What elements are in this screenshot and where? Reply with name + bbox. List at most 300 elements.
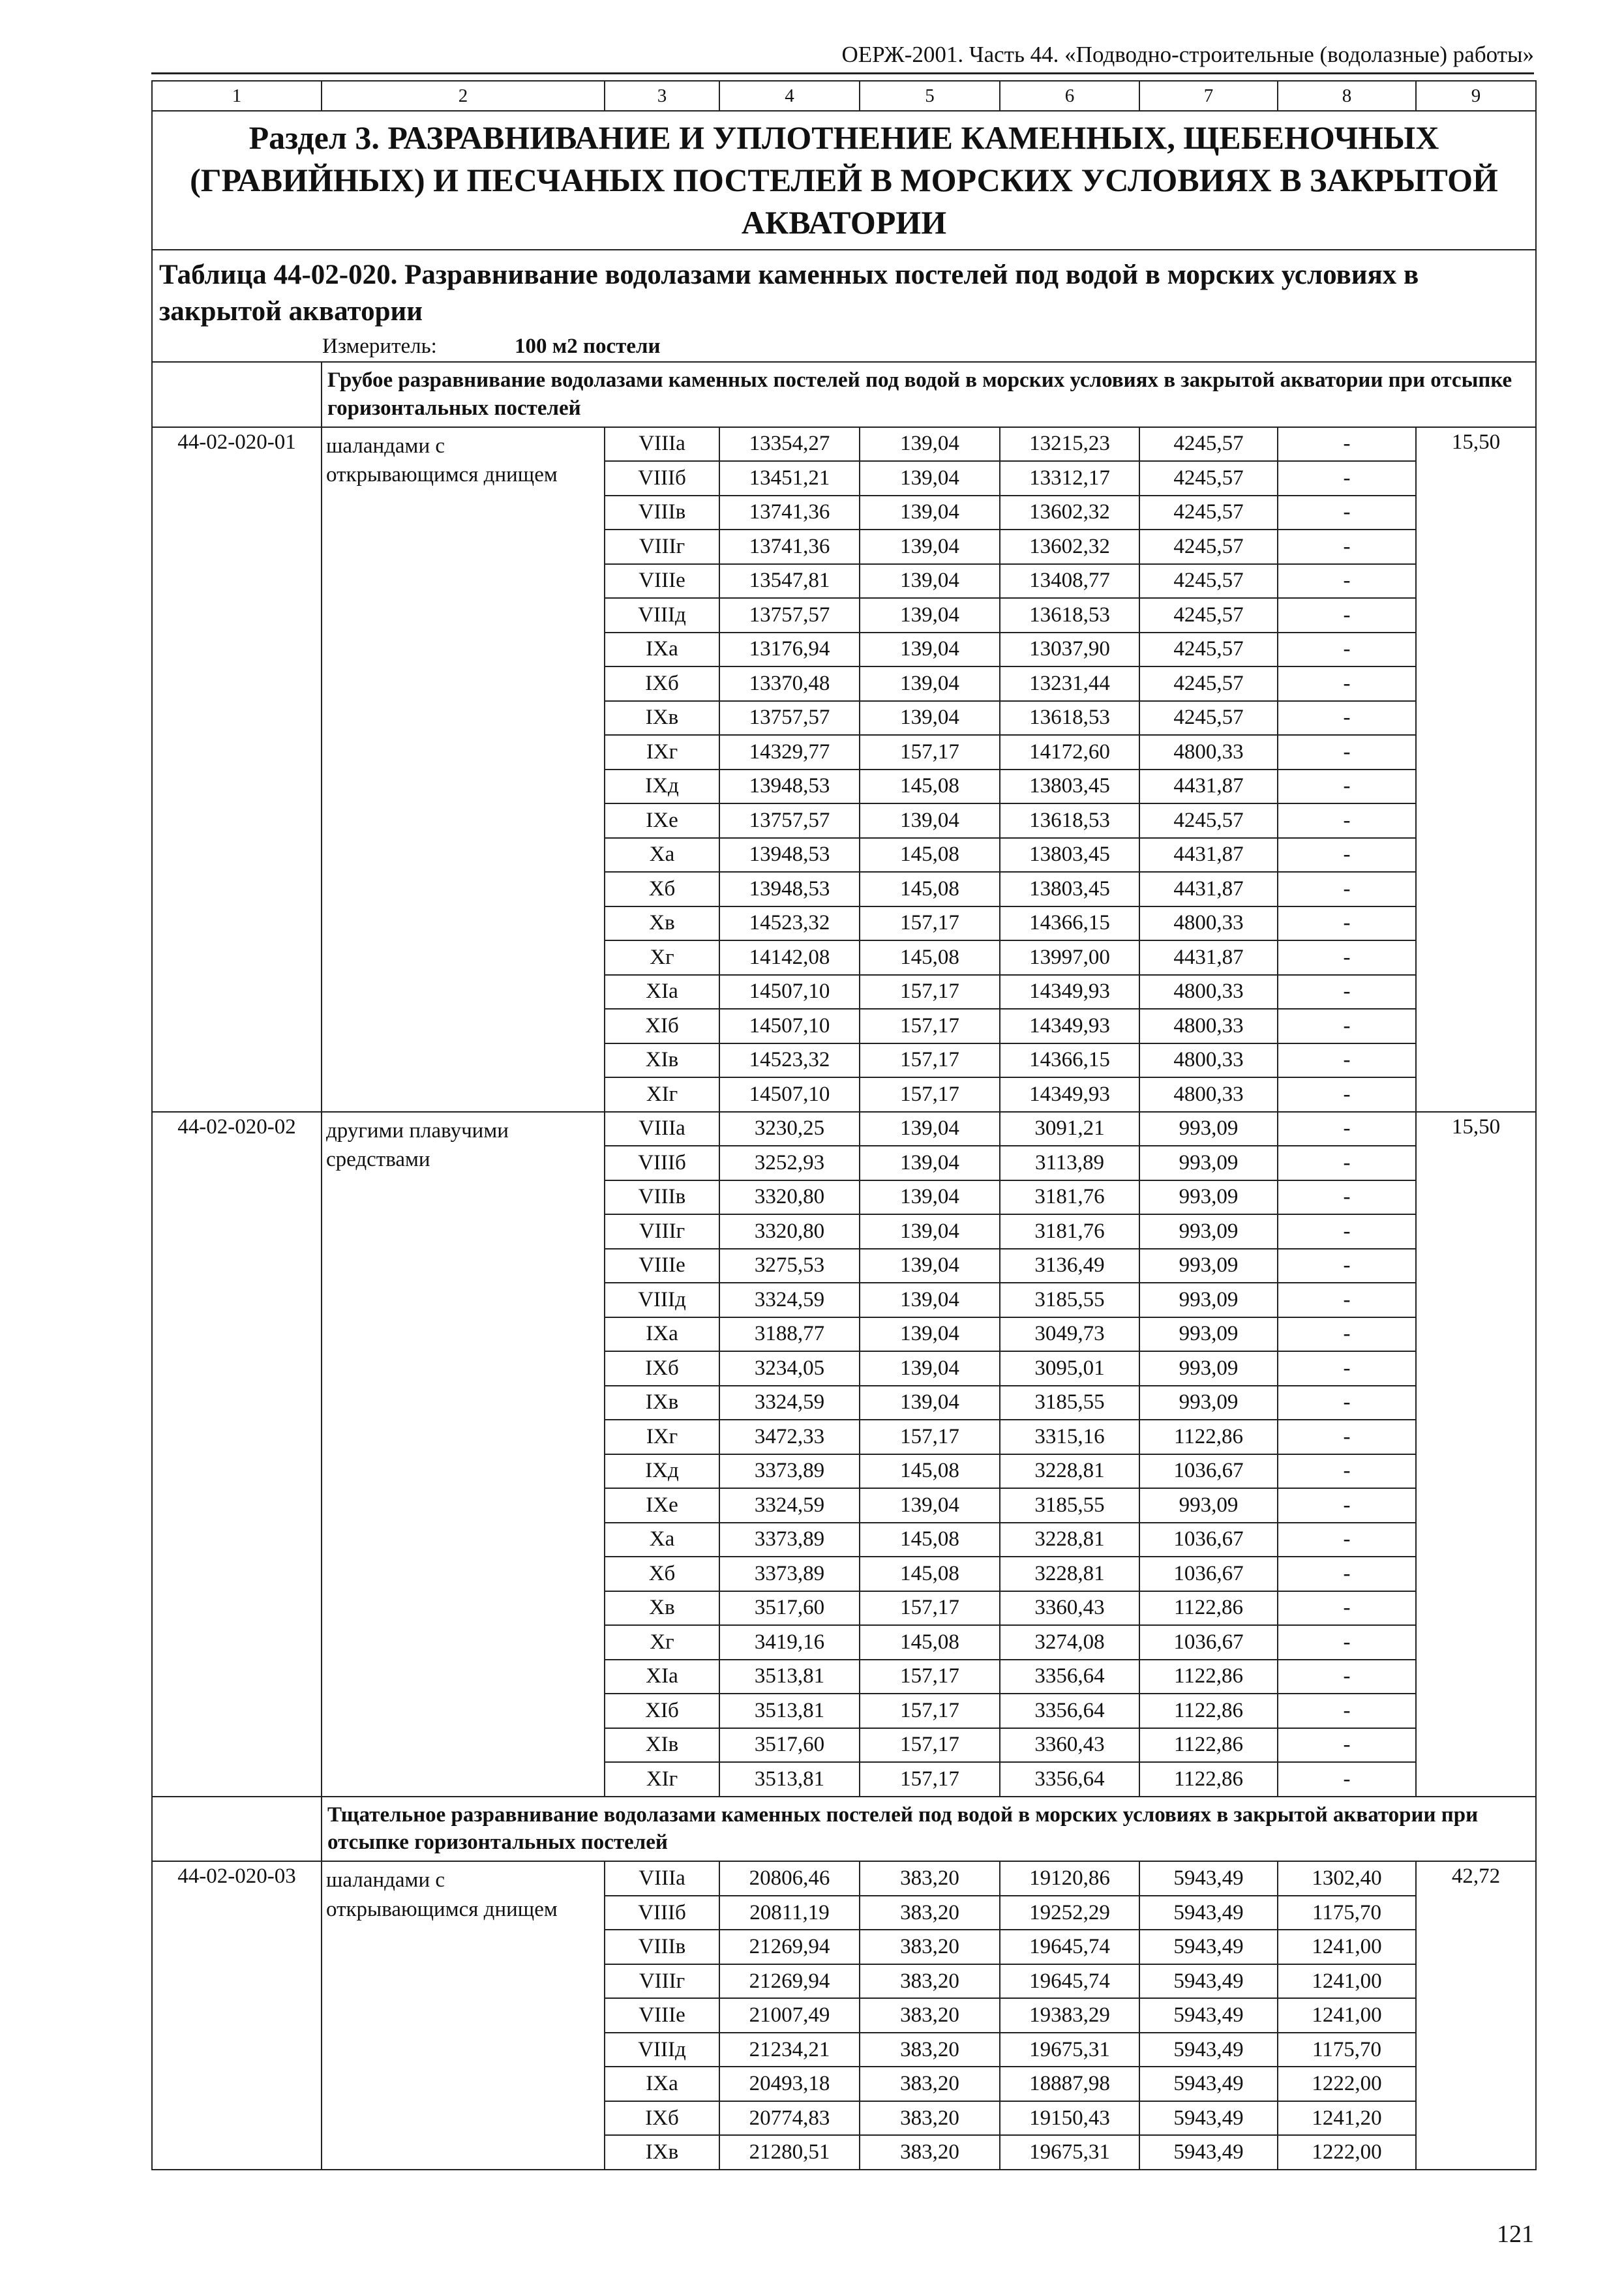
machinist-wages-cell: 1122,86 <box>1139 1660 1278 1694</box>
machines-cell: 13602,32 <box>1000 496 1139 530</box>
total-cost-cell: 3275,53 <box>719 1249 860 1283</box>
column-number: 4 <box>719 81 860 111</box>
machines-cell: 3095,01 <box>1000 1351 1139 1386</box>
total-cost-cell: 13757,57 <box>719 701 860 736</box>
machines-cell: 13215,23 <box>1000 427 1139 462</box>
machinist-wages-cell: 4245,57 <box>1139 564 1278 599</box>
column-number: 5 <box>860 81 1000 111</box>
materials-cell: - <box>1278 1180 1416 1215</box>
materials-cell: - <box>1278 803 1416 838</box>
machines-cell: 19675,31 <box>1000 2033 1139 2067</box>
machines-cell: 3360,43 <box>1000 1591 1139 1626</box>
machinist-wages-cell: 993,09 <box>1139 1386 1278 1420</box>
machines-cell: 3228,81 <box>1000 1557 1139 1591</box>
wages-cell: 145,08 <box>860 872 1000 906</box>
machines-cell: 14366,15 <box>1000 906 1139 941</box>
machines-cell: 13602,32 <box>1000 530 1139 564</box>
materials-cell: - <box>1278 1112 1416 1146</box>
category-cell: VIIIд <box>605 1283 719 1317</box>
materials-cell: - <box>1278 1283 1416 1317</box>
wages-cell: 145,08 <box>860 1557 1000 1591</box>
subtitle-row <box>152 1797 1536 1862</box>
machinist-wages-cell: 4245,57 <box>1139 496 1278 530</box>
machinist-wages-cell: 993,09 <box>1139 1488 1278 1523</box>
machines-cell: 13312,17 <box>1000 461 1139 496</box>
wages-cell: 139,04 <box>860 1283 1000 1317</box>
wages-cell: 157,17 <box>860 1694 1000 1728</box>
rates-table <box>151 80 1537 2170</box>
category-cell: XIб <box>605 1009 719 1043</box>
machinist-wages-cell: 4245,57 <box>1139 598 1278 633</box>
materials-cell: - <box>1278 735 1416 770</box>
machinist-wages-cell: 993,09 <box>1139 1249 1278 1283</box>
wages-cell: 139,04 <box>860 461 1000 496</box>
category-cell: IXв <box>605 2135 719 2170</box>
machinist-wages-cell: 4245,57 <box>1139 803 1278 838</box>
wages-cell: 139,04 <box>860 1317 1000 1352</box>
wages-cell: 157,17 <box>860 1660 1000 1694</box>
materials-cell: - <box>1278 1009 1416 1043</box>
materials-cell: 1222,00 <box>1278 2135 1416 2170</box>
column-number-row <box>152 81 1536 111</box>
subtitle-row <box>152 362 1536 427</box>
machines-cell: 13618,53 <box>1000 701 1139 736</box>
total-cost-cell: 13370,48 <box>719 666 860 701</box>
wages-cell: 157,17 <box>860 1009 1000 1043</box>
machinist-wages-cell: 5943,49 <box>1139 1896 1278 1930</box>
machines-cell: 18887,98 <box>1000 2067 1139 2101</box>
total-cost-cell: 3373,89 <box>719 1557 860 1591</box>
total-cost-cell: 14507,10 <box>719 1009 860 1043</box>
wages-cell: 383,20 <box>860 2101 1000 2136</box>
subtitle-spacer-cell <box>152 362 322 427</box>
materials-cell: - <box>1278 1420 1416 1454</box>
category-cell: XIа <box>605 1660 719 1694</box>
category-cell: IXд <box>605 770 719 804</box>
category-cell: VIIIв <box>605 1180 719 1215</box>
category-cell: Xв <box>605 906 719 941</box>
materials-cell: - <box>1278 872 1416 906</box>
category-cell: Xа <box>605 1523 719 1557</box>
materials-cell: - <box>1278 1214 1416 1249</box>
wages-cell: 139,04 <box>860 803 1000 838</box>
total-cost-cell: 20774,83 <box>719 2101 860 2136</box>
total-cost-cell: 20811,19 <box>719 1896 860 1930</box>
rate-code: 44-02-020-03 <box>152 1861 322 2170</box>
machinist-wages-cell: 993,09 <box>1139 1283 1278 1317</box>
category-cell: VIIIд <box>605 2033 719 2067</box>
category-cell: VIIIа <box>605 1112 719 1146</box>
wages-cell: 145,08 <box>860 838 1000 873</box>
labor-cost-cell: 15,50 <box>1416 1112 1536 1797</box>
wages-cell: 139,04 <box>860 1386 1000 1420</box>
materials-cell: - <box>1278 1077 1416 1112</box>
materials-cell: 1175,70 <box>1278 1896 1416 1930</box>
total-cost-cell: 21007,49 <box>719 1998 860 2033</box>
machinist-wages-cell: 1036,67 <box>1139 1454 1278 1489</box>
category-cell: IXа <box>605 2067 719 2101</box>
category-cell: Xб <box>605 872 719 906</box>
materials-cell: - <box>1278 1660 1416 1694</box>
total-cost-cell: 14329,77 <box>719 735 860 770</box>
category-cell: VIIIе <box>605 1249 719 1283</box>
materials-cell: - <box>1278 1625 1416 1660</box>
materials-cell: - <box>1278 1043 1416 1078</box>
category-cell: XIа <box>605 975 719 1010</box>
total-cost-cell: 14507,10 <box>719 1077 860 1112</box>
category-cell: VIIIа <box>605 427 719 462</box>
category-cell: IXд <box>605 1454 719 1489</box>
total-cost-cell: 3513,81 <box>719 1660 860 1694</box>
category-cell: Xб <box>605 1557 719 1591</box>
machinist-wages-cell: 993,09 <box>1139 1214 1278 1249</box>
column-number: 7 <box>1139 81 1278 111</box>
machinist-wages-cell: 5943,49 <box>1139 2135 1278 2170</box>
labor-cost-cell: 42,72 <box>1416 1861 1536 2170</box>
total-cost-cell: 14523,32 <box>719 906 860 941</box>
category-cell: IXг <box>605 1420 719 1454</box>
category-cell: VIIIе <box>605 564 719 599</box>
table-row <box>152 1112 1536 1146</box>
total-cost-cell: 3419,16 <box>719 1625 860 1660</box>
total-cost-cell: 14142,08 <box>719 940 860 975</box>
category-cell: VIIIб <box>605 461 719 496</box>
wages-cell: 139,04 <box>860 427 1000 462</box>
materials-cell: - <box>1278 838 1416 873</box>
category-cell: IXг <box>605 735 719 770</box>
machines-cell: 14366,15 <box>1000 1043 1139 1078</box>
machines-cell: 3113,89 <box>1000 1146 1139 1180</box>
total-cost-cell: 13948,53 <box>719 838 860 873</box>
materials-cell: 1241,00 <box>1278 1964 1416 1999</box>
machines-cell: 13803,45 <box>1000 872 1139 906</box>
work-name: другими плавучими средствами <box>322 1112 605 1797</box>
machinist-wages-cell: 1122,86 <box>1139 1591 1278 1626</box>
machines-cell: 3185,55 <box>1000 1488 1139 1523</box>
total-cost-cell: 3517,60 <box>719 1728 860 1763</box>
total-cost-cell: 3373,89 <box>719 1454 860 1489</box>
total-cost-cell: 3472,33 <box>719 1420 860 1454</box>
machinist-wages-cell: 5943,49 <box>1139 2101 1278 2136</box>
measure-label: Измеритель: <box>322 335 437 359</box>
machines-cell: 14172,60 <box>1000 735 1139 770</box>
materials-cell: - <box>1278 1249 1416 1283</box>
machinist-wages-cell: 1122,86 <box>1139 1420 1278 1454</box>
category-cell: IXе <box>605 1488 719 1523</box>
materials-cell: - <box>1278 1454 1416 1489</box>
machines-cell: 3360,43 <box>1000 1728 1139 1763</box>
machines-cell: 13231,44 <box>1000 666 1139 701</box>
wages-cell: 145,08 <box>860 1454 1000 1489</box>
wages-cell: 139,04 <box>860 1351 1000 1386</box>
category-cell: XIв <box>605 1728 719 1763</box>
machinist-wages-cell: 993,09 <box>1139 1317 1278 1352</box>
wages-cell: 139,04 <box>860 666 1000 701</box>
column-number: 6 <box>1000 81 1139 111</box>
category-cell: VIIIб <box>605 1146 719 1180</box>
machinist-wages-cell: 5943,49 <box>1139 1930 1278 1964</box>
wages-cell: 157,17 <box>860 1043 1000 1078</box>
materials-cell: - <box>1278 975 1416 1010</box>
wages-cell: 139,04 <box>860 1112 1000 1146</box>
wages-cell: 383,20 <box>860 1998 1000 2033</box>
category-cell: IXб <box>605 666 719 701</box>
total-cost-cell: 21234,21 <box>719 2033 860 2067</box>
machines-cell: 19252,29 <box>1000 1896 1139 1930</box>
column-number: 8 <box>1278 81 1416 111</box>
total-cost-cell: 13757,57 <box>719 598 860 633</box>
materials-cell: - <box>1278 1557 1416 1591</box>
materials-cell: - <box>1278 564 1416 599</box>
materials-cell: - <box>1278 598 1416 633</box>
wages-cell: 383,20 <box>860 2135 1000 2170</box>
table-row <box>152 1861 1536 1896</box>
materials-cell: - <box>1278 940 1416 975</box>
wages-cell: 157,17 <box>860 1591 1000 1626</box>
total-cost-cell: 13741,36 <box>719 496 860 530</box>
wages-cell: 139,04 <box>860 1180 1000 1215</box>
machinist-wages-cell: 4431,87 <box>1139 872 1278 906</box>
materials-cell: 1241,00 <box>1278 1930 1416 1964</box>
wages-cell: 139,04 <box>860 1488 1000 1523</box>
materials-cell: - <box>1278 427 1416 462</box>
machines-cell: 13037,90 <box>1000 633 1139 667</box>
machinist-wages-cell: 993,09 <box>1139 1146 1278 1180</box>
machines-cell: 19120,86 <box>1000 1861 1139 1896</box>
materials-cell: 1302,40 <box>1278 1861 1416 1896</box>
category-cell: Xа <box>605 838 719 873</box>
total-cost-cell: 3513,81 <box>719 1694 860 1728</box>
category-cell: IXв <box>605 701 719 736</box>
category-cell: VIIIв <box>605 1930 719 1964</box>
wages-cell: 157,17 <box>860 1077 1000 1112</box>
section-title: Раздел 3. РАЗРАВНИВАНИЕ И УПЛОТНЕНИЕ КАМЕННЫХ, ЩЕБЕНОЧНЫХ (ГРАВИЙНЫХ) И ПЕСЧАНЫХ ПОСТЕЛЕЙ В МОРСКИХ УСЛОВИЯХ В ЗАКРЫТОЙ АКВАТОРИИ <box>152 111 1536 250</box>
machines-cell: 14349,93 <box>1000 1009 1139 1043</box>
wages-cell: 139,04 <box>860 496 1000 530</box>
total-cost-cell: 3234,05 <box>719 1351 860 1386</box>
page-number: 121 <box>1497 2221 1534 2248</box>
table-title: Таблица 44-02-020. Разравнивание водолазами каменных постелей под водой в морских условиях в закрытой акватории <box>152 250 1536 333</box>
machinist-wages-cell: 1122,86 <box>1139 1762 1278 1797</box>
total-cost-cell: 3320,80 <box>719 1214 860 1249</box>
machines-cell: 3049,73 <box>1000 1317 1139 1352</box>
machinist-wages-cell: 4245,57 <box>1139 633 1278 667</box>
total-cost-cell: 13948,53 <box>719 872 860 906</box>
machines-cell: 19675,31 <box>1000 2135 1139 2170</box>
materials-cell: - <box>1278 1762 1416 1797</box>
header-divider <box>151 72 1534 74</box>
category-cell: VIIIе <box>605 1998 719 2033</box>
wages-cell: 383,20 <box>860 1930 1000 1964</box>
machinist-wages-cell: 4431,87 <box>1139 770 1278 804</box>
wages-cell: 139,04 <box>860 1214 1000 1249</box>
materials-cell: 1175,70 <box>1278 2033 1416 2067</box>
machinist-wages-cell: 1122,86 <box>1139 1694 1278 1728</box>
category-cell: IXб <box>605 2101 719 2136</box>
total-cost-cell: 3188,77 <box>719 1317 860 1352</box>
machines-cell: 3185,55 <box>1000 1386 1139 1420</box>
category-cell: IXа <box>605 633 719 667</box>
machinist-wages-cell: 4431,87 <box>1139 940 1278 975</box>
machinist-wages-cell: 1036,67 <box>1139 1557 1278 1591</box>
machines-cell: 3274,08 <box>1000 1625 1139 1660</box>
machinist-wages-cell: 4431,87 <box>1139 838 1278 873</box>
materials-cell: - <box>1278 1488 1416 1523</box>
machines-cell: 19383,29 <box>1000 1998 1139 2033</box>
wages-cell: 139,04 <box>860 598 1000 633</box>
materials-cell: - <box>1278 770 1416 804</box>
machines-cell: 13618,53 <box>1000 598 1139 633</box>
subsection-title: Грубое разравнивание водолазами каменных постелей под водой в морских условиях в закрытой акватории при отсыпке горизонтальных постелей <box>322 362 1536 427</box>
materials-cell: - <box>1278 1728 1416 1763</box>
machines-cell: 13997,00 <box>1000 940 1139 975</box>
machinist-wages-cell: 1036,67 <box>1139 1625 1278 1660</box>
column-number: 9 <box>1416 81 1536 111</box>
category-cell: Xв <box>605 1591 719 1626</box>
wages-cell: 157,17 <box>860 1420 1000 1454</box>
rate-code: 44-02-020-02 <box>152 1112 322 1797</box>
category-cell: VIIIг <box>605 530 719 564</box>
materials-cell: - <box>1278 496 1416 530</box>
machines-cell: 3315,16 <box>1000 1420 1139 1454</box>
total-cost-cell: 21280,51 <box>719 2135 860 2170</box>
total-cost-cell: 3320,80 <box>719 1180 860 1215</box>
wages-cell: 157,17 <box>860 735 1000 770</box>
machinist-wages-cell: 4245,57 <box>1139 666 1278 701</box>
machines-cell: 13803,45 <box>1000 770 1139 804</box>
wages-cell: 383,20 <box>860 2033 1000 2067</box>
category-cell: IXв <box>605 1386 719 1420</box>
machinist-wages-cell: 4800,33 <box>1139 1043 1278 1078</box>
total-cost-cell: 13741,36 <box>719 530 860 564</box>
total-cost-cell: 3324,59 <box>719 1283 860 1317</box>
total-cost-cell: 14507,10 <box>719 975 860 1010</box>
machinist-wages-cell: 5943,49 <box>1139 2033 1278 2067</box>
machinist-wages-cell: 4800,33 <box>1139 735 1278 770</box>
machines-cell: 3181,76 <box>1000 1180 1139 1215</box>
machinist-wages-cell: 1036,67 <box>1139 1523 1278 1557</box>
machines-cell: 14349,93 <box>1000 975 1139 1010</box>
wages-cell: 145,08 <box>860 940 1000 975</box>
category-cell: VIIIа <box>605 1861 719 1896</box>
total-cost-cell: 3517,60 <box>719 1591 860 1626</box>
machines-cell: 3136,49 <box>1000 1249 1139 1283</box>
wages-cell: 157,17 <box>860 906 1000 941</box>
category-cell: VIIIд <box>605 598 719 633</box>
materials-cell: 1241,00 <box>1278 1998 1416 2033</box>
machinist-wages-cell: 1122,86 <box>1139 1728 1278 1763</box>
category-cell: IXб <box>605 1351 719 1386</box>
wages-cell: 157,17 <box>860 1762 1000 1797</box>
rate-code: 44-02-020-01 <box>152 427 322 1112</box>
table-title-row <box>152 250 1536 333</box>
materials-cell: - <box>1278 633 1416 667</box>
column-number: 3 <box>605 81 719 111</box>
wages-cell: 383,20 <box>860 1861 1000 1896</box>
materials-cell: - <box>1278 1591 1416 1626</box>
machinist-wages-cell: 4245,57 <box>1139 427 1278 462</box>
machines-cell: 3228,81 <box>1000 1454 1139 1489</box>
wages-cell: 145,08 <box>860 1625 1000 1660</box>
category-cell: VIIIб <box>605 1896 719 1930</box>
machinist-wages-cell: 5943,49 <box>1139 1964 1278 1999</box>
wages-cell: 383,20 <box>860 2067 1000 2101</box>
page-header-title: ОЕРЖ-2001. Часть 44. «Подводно-строительные (водолазные) работы» <box>841 42 1534 67</box>
machinist-wages-cell: 993,09 <box>1139 1180 1278 1215</box>
materials-cell: - <box>1278 1351 1416 1386</box>
column-number: 1 <box>152 81 322 111</box>
total-cost-cell: 20806,46 <box>719 1861 860 1896</box>
machinist-wages-cell: 5943,49 <box>1139 2067 1278 2101</box>
wages-cell: 383,20 <box>860 1964 1000 1999</box>
category-cell: XIв <box>605 1043 719 1078</box>
machines-cell: 13618,53 <box>1000 803 1139 838</box>
machines-cell: 3181,76 <box>1000 1214 1139 1249</box>
materials-cell: - <box>1278 1317 1416 1352</box>
measure-value: 100 м2 постели <box>515 335 661 359</box>
category-cell: VIIIг <box>605 1214 719 1249</box>
wages-cell: 157,17 <box>860 975 1000 1010</box>
category-cell: Xг <box>605 1625 719 1660</box>
machines-cell: 3356,64 <box>1000 1660 1139 1694</box>
total-cost-cell: 13948,53 <box>719 770 860 804</box>
category-cell: VIIIг <box>605 1964 719 1999</box>
total-cost-cell: 13176,94 <box>719 633 860 667</box>
total-cost-cell: 3252,93 <box>719 1146 860 1180</box>
total-cost-cell: 21269,94 <box>719 1964 860 1999</box>
wages-cell: 139,04 <box>860 530 1000 564</box>
total-cost-cell: 21269,94 <box>719 1930 860 1964</box>
materials-cell: - <box>1278 1146 1416 1180</box>
machines-cell: 19645,74 <box>1000 1930 1139 1964</box>
machinist-wages-cell: 4800,33 <box>1139 906 1278 941</box>
total-cost-cell: 13451,21 <box>719 461 860 496</box>
wages-cell: 139,04 <box>860 701 1000 736</box>
wages-cell: 383,20 <box>860 1896 1000 1930</box>
wages-cell: 139,04 <box>860 564 1000 599</box>
category-cell: XIг <box>605 1762 719 1797</box>
total-cost-cell: 3324,59 <box>719 1488 860 1523</box>
machinist-wages-cell: 5943,49 <box>1139 1998 1278 2033</box>
category-cell: XIг <box>605 1077 719 1112</box>
wages-cell: 157,17 <box>860 1728 1000 1763</box>
machines-cell: 13803,45 <box>1000 838 1139 873</box>
total-cost-cell: 3230,25 <box>719 1112 860 1146</box>
total-cost-cell: 14523,32 <box>719 1043 860 1078</box>
materials-cell: - <box>1278 530 1416 564</box>
total-cost-cell: 3373,89 <box>719 1523 860 1557</box>
work-name: шаландами с открывающимся днищем <box>322 1861 605 2170</box>
total-cost-cell: 3513,81 <box>719 1762 860 1797</box>
total-cost-cell: 13354,27 <box>719 427 860 462</box>
machinist-wages-cell: 4800,33 <box>1139 1077 1278 1112</box>
materials-cell: - <box>1278 701 1416 736</box>
machinist-wages-cell: 4245,57 <box>1139 461 1278 496</box>
materials-cell: - <box>1278 666 1416 701</box>
machines-cell: 3185,55 <box>1000 1283 1139 1317</box>
wages-cell: 145,08 <box>860 770 1000 804</box>
materials-cell: - <box>1278 906 1416 941</box>
wages-cell: 139,04 <box>860 633 1000 667</box>
total-cost-cell: 13547,81 <box>719 564 860 599</box>
machinist-wages-cell: 4245,57 <box>1139 701 1278 736</box>
category-cell: IXе <box>605 803 719 838</box>
machines-cell: 3228,81 <box>1000 1523 1139 1557</box>
machinist-wages-cell: 993,09 <box>1139 1112 1278 1146</box>
subsection-title: Тщательное разравнивание водолазами каменных постелей под водой в морских условиях в закрытой акватории при отсыпке горизонтальных постелей <box>322 1797 1536 1862</box>
category-cell: Xг <box>605 940 719 975</box>
wages-cell: 139,04 <box>860 1146 1000 1180</box>
